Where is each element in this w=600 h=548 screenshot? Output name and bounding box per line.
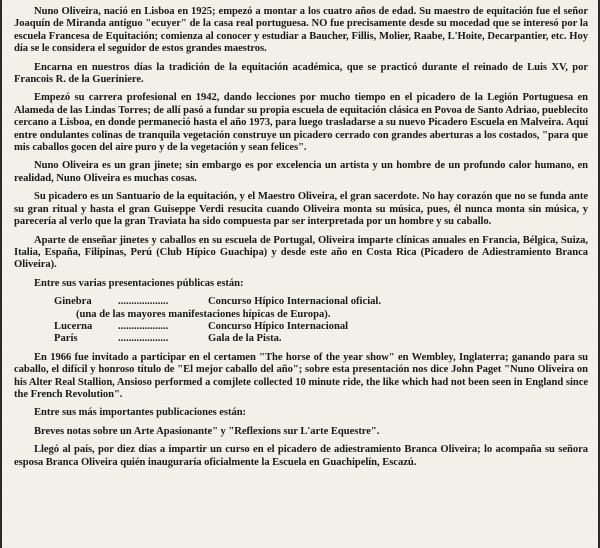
paragraph-wembley: En 1966 fue invitado a participar en el certamen "The horse of the year show" en Wembley, Inglaterra; ganando para su caballo, el difícil y honroso título de "El mejor caballo del año"; sobre esta presentación nos dice John Paget "Nuno Oliveira on his Alter Real Stallion, Ansioso performed a comjlete collected 10 minute ride, the like which had not been seen in England since the French Revolution". <box>14 351 588 400</box>
event-name: Gala de la Pista. <box>208 333 282 345</box>
paragraph-presentations-intro: Entre sus varias presentaciones públicas están: <box>34 277 244 289</box>
list-item <box>54 333 588 345</box>
leader-dots: ................... <box>118 320 169 332</box>
paragraph-publications-intro: Entre sus más importantes publicaciones están: <box>34 407 247 419</box>
paragraph-career: Empezó su carrera profesional en 1942, dando lecciones por mucho tiempo en el picadero de la Legión Portuguesa en Alameda de las Lindas Torres; de allí pasó a fundar su propia escuela de equitación clásica en Povoa de Santo Adriao, pueblecito cercano a Lisboa, en donde permaneció hasta el año 1973, para luego trasladarse a su nuevo Picadero Escuela en Malveira. Aquí entre ondulantes colinas de tranquila vegetación construye un picadero cerrado con grandes aberturas a los costados, "para que mis caballos gocen del aire puro y de la vegetación y sean felices". <box>14 92 588 154</box>
paragraph-tradition: Encarna en nuestros días la tradición de la equitación académica, que se practicó durante el reinado de Luis XV, por Francois R. de la Gueriniere. <box>14 61 588 86</box>
paragraph-visit: Llegó al país, por diez días a impartir un curso en el picadero de adiestramiento Branca Oliveira; lo acompaña su señora esposa Branca Oliveira quién inauguraría oficialmente la Escuela en Guachipelín, Escazú. <box>14 444 588 468</box>
paragraph-sanctuary: Su picadero es un Santuario de la equitación, y el Maestro Oliveira, el gran sacerdote. No hay corazón que no se funda ante su gran ritual y hasta el gran Guiseppe Verdi resucita cuando Oliveira monta su música, pues, él nunca monta sin música, y parecería al verlo que la gran Traviata ha sido compuesta par ser interpretada por un hombre y su caballo. <box>14 191 588 228</box>
paragraph-artist: Nuno Oliveira es un gran jinete; sin embargo es por excelencia un artista y un hombre de un profundo calor humano, en realidad, Nuno Oliveira es muchas cosas. <box>14 160 588 184</box>
event-name: Concurso Hípico Internacional <box>208 320 349 332</box>
event-name: Concurso Hípico Internacional oficial. <box>208 296 382 308</box>
list-item <box>54 309 588 321</box>
leader-dots: ................... <box>118 333 169 345</box>
leader-dots: ................... <box>118 296 169 308</box>
presentations-list <box>54 296 588 346</box>
paragraph-clinics: Aparte de enseñar jinetes y caballos en su escuela de Portugal, Oliveira imparte clínicas anuales en Francia, Bélgica, Suiza, Italia, España, Filipinas, Perú (Club Hípico Guachipa) y desde este año en Costa Rica (Picadero de Adiestramiento Branca Oliveira). <box>14 234 588 271</box>
list-item <box>54 321 588 333</box>
event-note: (una de las mayores manifestaciones hípicas de Europa). <box>76 308 331 320</box>
paragraph-birth: Nuno Oliveira, nació en Lisboa en 1925; empezó a montar a los cuatro años de edad. Su maestro de equitación fue el señor Joaquín de Miranda antiguo "ecuyer" de la casa real portuguesa. NO fue precisamente desde su mocedad que se interesó por la escuela Francesa de Equitación; comienza al conocer y estudiar a Baucher, Fillis, Molier, Raabe, L'Hoite, Decarpantier, etc. Hoy día se le considera el seguidor de estos grandes maestros. <box>14 6 588 55</box>
paragraph-publications: Breves notas sobre un Arte Apasionante" y "Reflexions sur L'arte Equestre". <box>34 425 380 437</box>
city-name: Ginebra <box>54 296 92 308</box>
city-name: París <box>54 333 78 345</box>
city-name: Lucerna <box>54 320 93 332</box>
list-item <box>54 296 588 308</box>
